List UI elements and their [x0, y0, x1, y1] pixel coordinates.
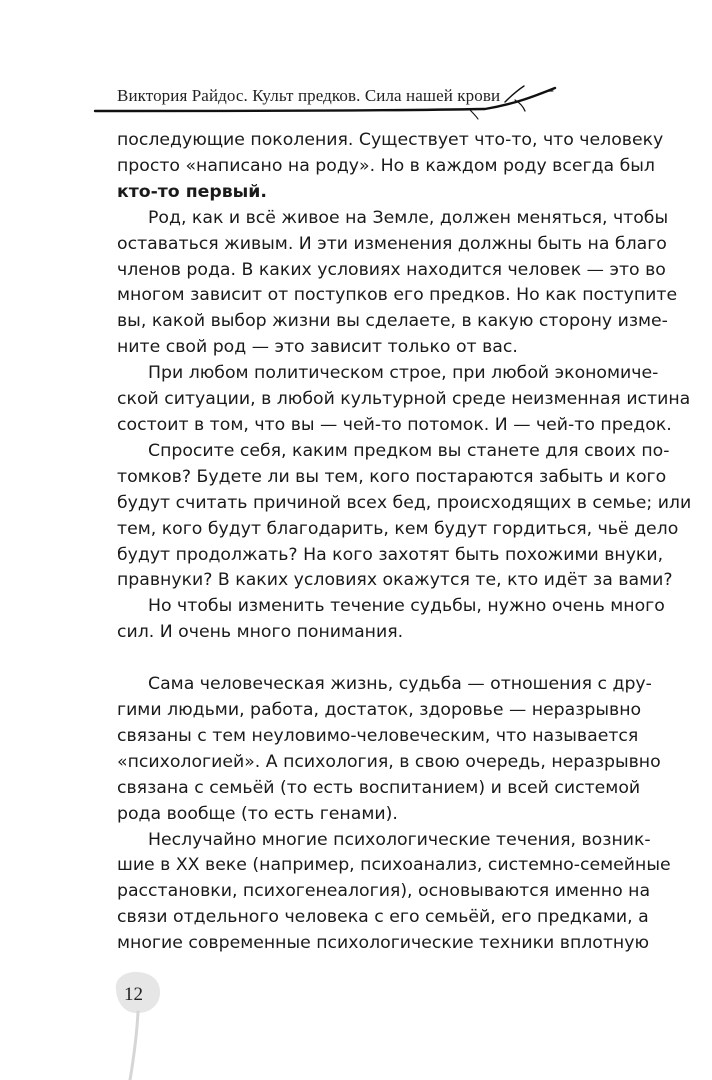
text-line: Сама человеческая жизнь, судьба — отношения с дру- [148, 674, 652, 695]
text-line: ните свой род — это зависит только от вас. [117, 337, 518, 358]
bold-phrase: кто-то первый. [117, 181, 267, 202]
text-line: томков? Будете ли вы тем, кого постараются забыть и кого [117, 466, 667, 487]
paragraph-2 [117, 206, 678, 361]
paragraph-4 [117, 439, 692, 594]
text-line: Спросите себя, каким предком вы станете для своих по- [148, 440, 670, 461]
text-line: шие в XX веке (например, психоанализ, системно-семейные [117, 855, 671, 876]
running-header-title: Виктория Райдос. Культ предков. Сила нашей крови [117, 86, 501, 105]
text-line: «психологией». А психология, в свою очередь, неразрывно [117, 751, 661, 772]
text-line: будут продолжать? На кого захотят быть похожими внуки, [117, 544, 664, 565]
text-line: Неслучайно многие психологические течения, возник- [148, 829, 651, 850]
page-body [117, 128, 692, 957]
text-line: последующие поколения. Существует что-то, что человеку [117, 130, 664, 150]
text-line: При любом политическом строе, при любой экономиче- [148, 363, 659, 384]
text-line: будут считать причиной всех бед, происходящих в семье; или [117, 492, 692, 513]
text-line: многие современные психологические техники вплотную [117, 933, 649, 954]
text-line: сил. И очень много понимания. [117, 622, 404, 643]
text-line: вы, какой выбор жизни вы сделаете, в какую сторону изме- [117, 311, 668, 332]
text-line: многом зависит от поступков его предков. Но как поступите [117, 285, 678, 306]
text-line: гими людьми, работа, достаток, здоровье — неразрывно [117, 700, 642, 721]
text-line: связана с семьёй (то есть воспитанием) и всей системой [117, 777, 641, 798]
text-line: ской ситуации, в любой культурной среде неизменная истина [117, 389, 691, 410]
paragraph-1 [117, 128, 664, 206]
header-branch-decoration [0, 0, 712, 130]
section-break [117, 646, 637, 672]
text-line: Но чтобы изменить течение судьбы, нужно очень много [148, 596, 665, 617]
text-line: состоит в том, что вы — чей-то потомок. И — чей-то предок. [117, 414, 672, 435]
paragraph-3 [117, 361, 691, 439]
text-line: тем, кого будут благодарить, кем будут гордиться, чьё дело [117, 518, 679, 539]
text-line: просто «написано на роду». Но в каждом роду всегда был [117, 155, 655, 176]
ink-drip [130, 1012, 138, 1080]
text-line: связи отдельного человека с его семьёй, его предками, а [117, 907, 649, 928]
paragraph-7 [117, 828, 671, 958]
page-number: 12 [124, 984, 143, 1005]
paragraph-5 [117, 594, 665, 646]
page-number-badge [108, 968, 168, 1080]
text-line: связаны с тем неуловимо-человеческим, что называется [117, 725, 639, 746]
text-line: правнуки? В каких условиях окажутся те, кто идёт за вами? [117, 570, 673, 591]
paragraph-6 [117, 672, 661, 827]
text-line: рода вообще (то есть генами). [117, 803, 398, 824]
text-line: членов рода. В каких условиях находится человек — это во [117, 259, 666, 280]
text-line: Род, как и всё живое на Земле, должен меняться, чтобы [148, 207, 669, 228]
text-line: оставаться живым. И эти изменения должны быть на благо [117, 233, 667, 254]
text-line: расстановки, психогенеалогия), основываются именно на [117, 881, 651, 902]
branch-twig-3 [470, 110, 478, 119]
